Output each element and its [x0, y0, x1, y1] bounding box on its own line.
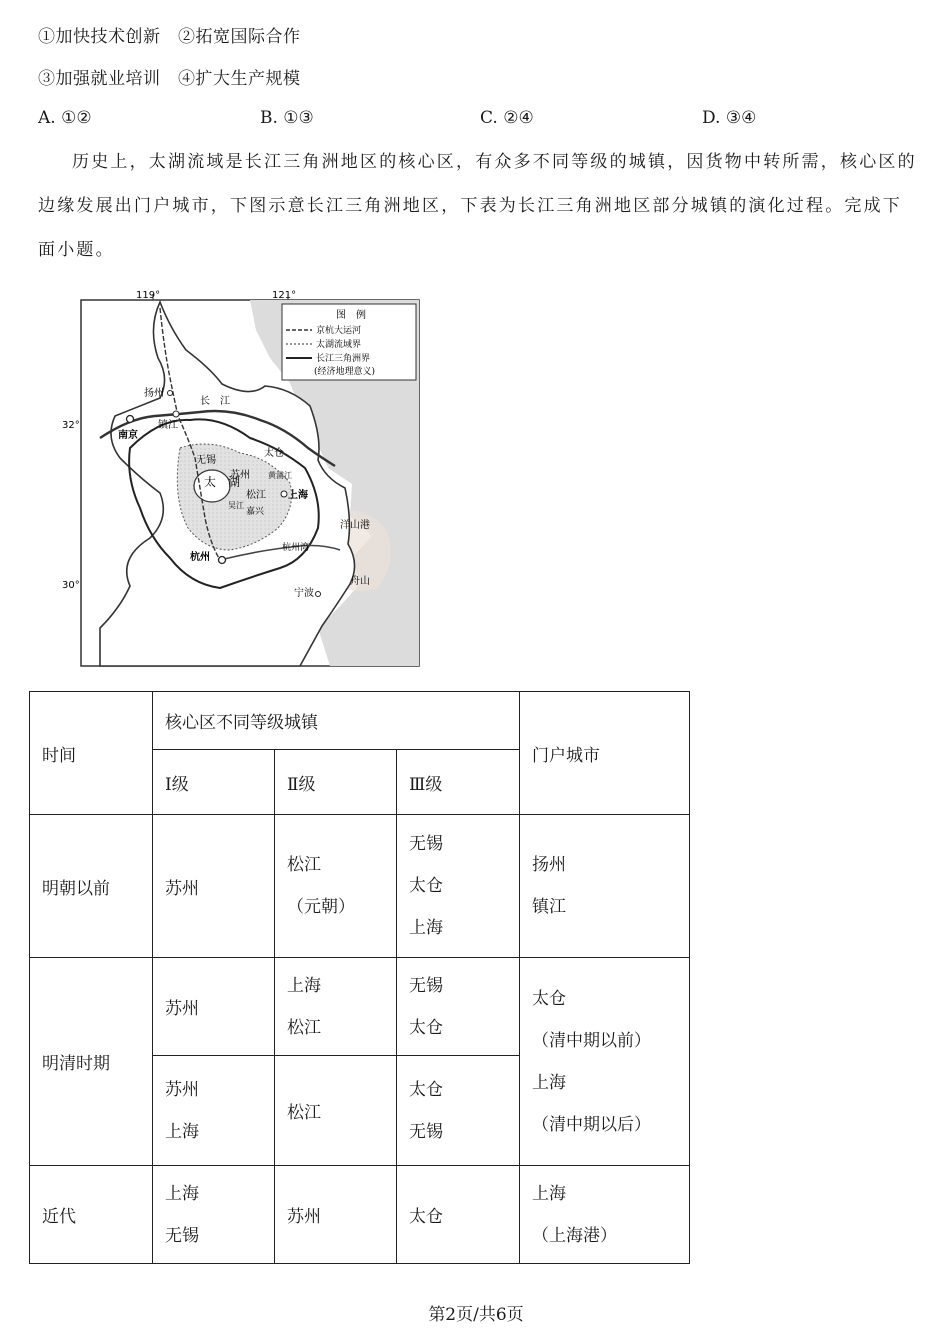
cell-text: 上海 [165, 1183, 199, 1204]
cell-gateway [520, 815, 690, 958]
place-taicang: 太仓 [264, 448, 284, 459]
cell-level-1 [153, 1166, 275, 1264]
cell-text: 松江 [287, 855, 321, 875]
legend-note: (经济地理意义) [314, 367, 376, 377]
cell-level-2: 苏州 [275, 1166, 397, 1264]
header-level-3: Ⅲ级 [397, 750, 520, 815]
shanghai-marker [281, 491, 287, 497]
town-evolution-table [29, 691, 690, 1264]
cell-text: 无锡 [409, 975, 443, 996]
cell-text: 无锡 [409, 1121, 443, 1142]
cell-text: 无锡 [409, 834, 443, 854]
passage [38, 140, 918, 272]
cell-text: 太仓 [409, 1079, 443, 1100]
header-level-2: Ⅱ级 [275, 750, 397, 815]
header-level-1: Ⅰ级 [153, 750, 275, 815]
map-legend [282, 304, 416, 380]
place-shanghai: 上海 [288, 490, 308, 501]
options-line-2: ③加强就业培训 ④扩大生产规模 [38, 69, 301, 89]
place-taihu: 太 湖 [204, 475, 241, 489]
cell-text: 镇江 [532, 897, 567, 917]
yangtze-delta-map [60, 288, 425, 673]
table-row [30, 958, 690, 1056]
place-hangzhou: 杭州 [190, 552, 210, 563]
choice-b[interactable]: B. ①③ [260, 108, 314, 128]
place-ningbo: 宁波 [294, 588, 314, 599]
place-suzhou: 苏州 [230, 470, 250, 481]
place-nanjing: 南京 [118, 430, 138, 441]
header-core: 核心区不同等级城镇 [153, 692, 520, 750]
table-row [30, 1166, 690, 1264]
place-changjiang: 长 江 [200, 396, 230, 407]
cell-gateway [520, 958, 690, 1166]
cell-text: 上海 [409, 918, 443, 938]
header-time: 时间 [30, 692, 153, 815]
place-songjiang: 松江 [246, 490, 266, 501]
place-jiaxing: 嘉兴 [246, 507, 265, 517]
cell-text: 上海 [165, 1121, 199, 1142]
place-hangzhouwan: 杭州湾 [282, 543, 310, 553]
cell-text: 扬州 [532, 855, 567, 875]
cell-text: （清中期以前） [532, 1030, 652, 1051]
cell-level-3 [397, 815, 520, 958]
nanjing-marker [127, 416, 134, 423]
choice-d[interactable]: D. ③④ [702, 108, 757, 128]
cell-level-1 [153, 1056, 275, 1166]
lon-label-121: 121° [272, 290, 297, 301]
cell-time: 近代 [30, 1166, 153, 1264]
lon-label-119: 119° [136, 290, 161, 301]
cell-text: 苏州 [165, 1079, 199, 1100]
place-wuxi: 无锡 [196, 455, 216, 466]
cell-text: 上海 [532, 1183, 567, 1204]
cell-time: 明清时期 [30, 958, 153, 1166]
place-zhoushan: 舟山 [350, 576, 370, 587]
legend-delta: 长江三角洲界 [316, 354, 371, 364]
choice-c[interactable]: C. ②④ [480, 108, 534, 128]
cell-level-3 [397, 958, 520, 1056]
header-gateway: 门户城市 [520, 692, 690, 815]
place-yangzhou: 扬州 [144, 388, 164, 399]
cell-text: （元朝） [287, 897, 355, 917]
cell-level-3: 太仓 [397, 1166, 520, 1264]
legend-canal: 京杭大运河 [316, 326, 362, 336]
cell-text: 上海 [532, 1072, 567, 1093]
legend-basin: 太湖流域界 [316, 340, 362, 350]
cell-text: 松江 [287, 1017, 321, 1038]
cell-text: 太仓 [409, 876, 443, 896]
cell-gateway [520, 1166, 690, 1264]
lat-label-32: 32° [62, 420, 80, 431]
lat-label-30: 30° [62, 580, 80, 591]
passage-text: 历史上，太湖流域是长江三角洲地区的核心区，有众多不同等级的城镇，因货物中转所需，核心区的边缘发展出门户城市，下图示意长江三角洲地区，下表为长江三角洲地区部分城镇的演化过程。完成下面小题。 [38, 152, 917, 260]
cell-level-2 [275, 958, 397, 1056]
place-zhenjiang: 镇江 [158, 420, 178, 431]
cell-level-3 [397, 1056, 520, 1166]
cell-level-1: 苏州 [153, 815, 275, 958]
place-wujiang: 吴江 [228, 501, 244, 510]
cell-time: 明朝以前 [30, 815, 153, 958]
page-footer: 第2页/共6页 [428, 1305, 524, 1325]
cell-level-2: 松江 [275, 1056, 397, 1166]
choice-a[interactable]: A. ①② [38, 108, 92, 128]
cell-text: 太仓 [532, 988, 567, 1009]
place-huangpu: 黄浦江 [268, 471, 292, 480]
cell-text: （上海港） [532, 1225, 618, 1246]
hangzhou-marker [219, 557, 226, 564]
cell-level-2 [275, 815, 397, 958]
table-row [30, 815, 690, 958]
zhenjiang-marker [173, 411, 179, 417]
legend-title: 图 例 [336, 310, 366, 321]
cell-text: 上海 [287, 975, 321, 996]
options-line-1: ①加快技术创新 ②拓宽国际合作 [38, 27, 301, 47]
cell-text: 太仓 [409, 1017, 443, 1038]
cell-text: （清中期以后） [532, 1114, 652, 1135]
place-yangshan: 洋山港 [340, 520, 370, 531]
cell-text: 无锡 [165, 1225, 199, 1246]
cell-level-1: 苏州 [153, 958, 275, 1056]
